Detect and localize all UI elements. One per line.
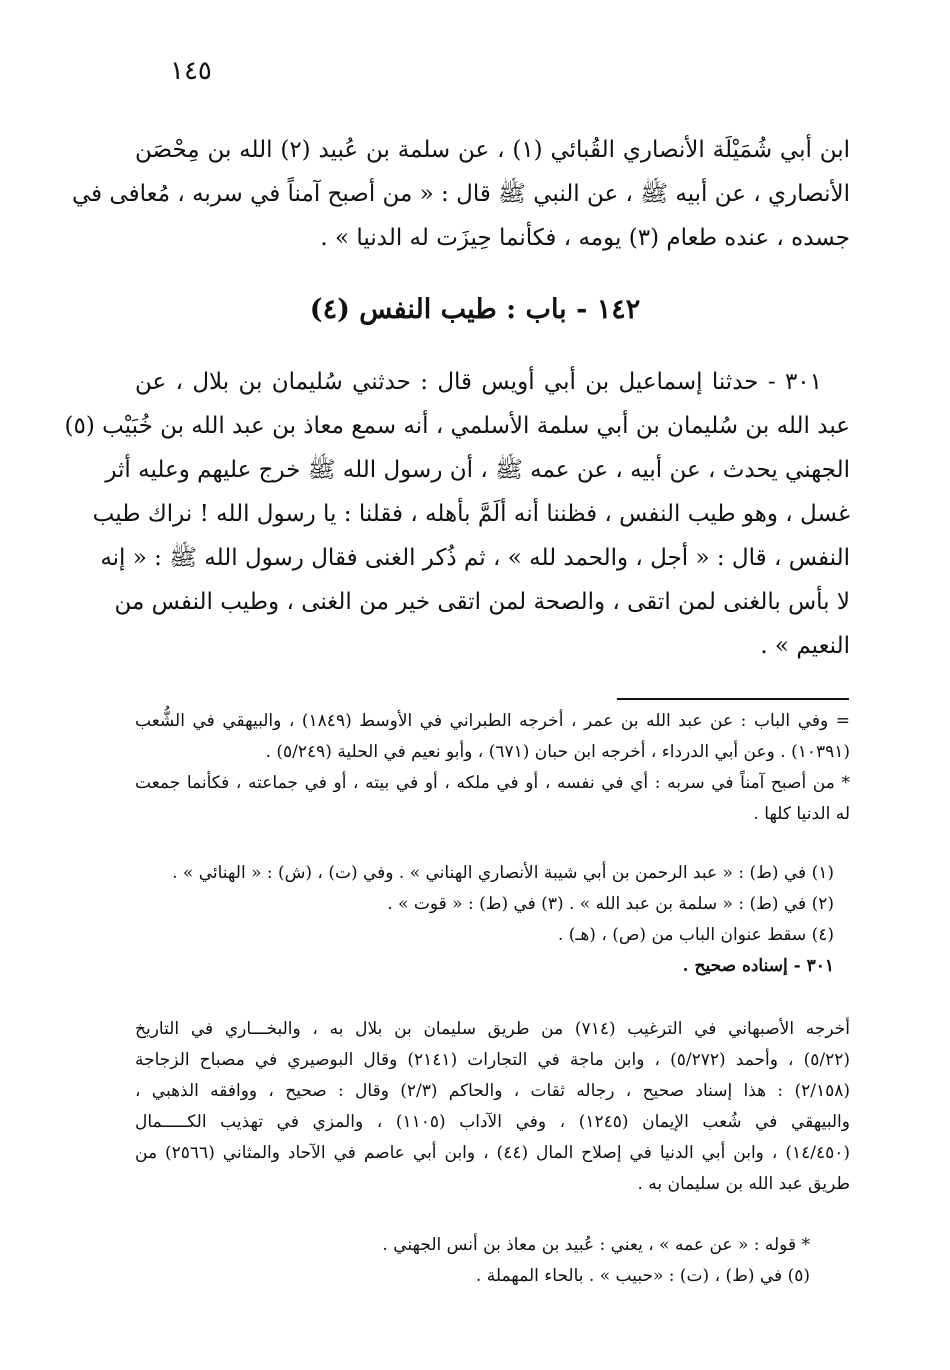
text-line: غسل ، وهو طيب النفس ، فظننا أنه ألَمَّ بأهله ، فقلنا : يا رسول الله ! نراك طيب <box>92 501 850 527</box>
hadith-paragraph-300-end <box>71 128 850 260</box>
text-line: الجهني يحدث ، عن أبيه ، عن عمه ﷺ ، أن رسول الله ﷺ خرج عليهم وعليه أثر <box>105 457 850 483</box>
footnote-line: * من أصبح آمناً في سربه : أي في نفسه ، أو في ملكه ، أو في بيته ، أو في جماعته ، فكأنما جمعت <box>135 773 850 793</box>
variant-footnotes <box>135 858 850 982</box>
text-line: النعيم » . <box>760 633 850 659</box>
footnote-star: * قوله : « عن عمه » ، يعني : عُبيد بن معاذ بن أنس الجهني . <box>382 1235 810 1255</box>
bottom-footnotes <box>250 1230 810 1292</box>
takhrij-line: والبيهقي في شُعب الإيمان (١٢٤٥) ، وفي الآداب (١١٠٥) ، والمزي في تهذيب الكـــــمال <box>135 1112 850 1132</box>
text-line: ابن أبي شُمَيْلَة الأنصاري القُبائي (١) ، عن سلمة بن عُبيد (٢) الله بن مِحْصَن <box>135 137 850 163</box>
footnote-5: (٥) في (ط) ، (ت) : «حبيب » . بالحاء المهملة . <box>475 1266 810 1286</box>
takhrij-heading: ٣٠١ - إسناده صحيح . <box>682 956 834 976</box>
footnote-4: (٤) سقط عنوان الباب من (ص) ، (هـ) . <box>557 925 834 945</box>
chapter-heading: ١٤٢ - باب : طيب النفس (٤) <box>309 294 641 325</box>
footnote-2: (٢) في (ط) : « سلمة بن عبد الله » . <box>569 894 834 914</box>
takhrij-line: طريق عبد الله بن سليمان به . <box>637 1174 850 1194</box>
footnote-line: = وفي الباب : عن عبد الله بن عمر ، أخرجه الطبراني في الأوسط (١٨٤٩) ، والبيهقي في الشُّعب <box>135 711 850 731</box>
text-line: ٣٠١ - حدثنا إسماعيل بن أبي أويس قال : حدثني سُليمان بن بلال ، عن <box>135 369 822 395</box>
text-line: جسده ، عنده طعام (٣) يومه ، فكأنما حِيزَت له الدنيا » . <box>320 225 850 251</box>
takhrij-line: (١٤/٤٥٠) ، وابن أبي الدنيا في إصلاح المال (٤٤) ، وابن أبي عاصم في الآحاد والمثاني (٢٥٦٦) من <box>135 1143 850 1163</box>
text-line: النفس ، قال : « أجل ، والحمد لله » ، ثم ذُكر الغنى فقال رسول الله ﷺ : « إنه <box>100 545 850 571</box>
footnotes-continued <box>135 706 850 830</box>
page-number: ١٤٥ <box>170 56 212 86</box>
takhrij-paragraph <box>135 1014 850 1200</box>
footnote-3: (٣) في (ط) : « قوت » . <box>387 894 564 914</box>
text-line: الأنصاري ، عن أبيه ﷺ ، عن النبي ﷺ قال : « من أصبح آمناً في سربه ، مُعافى في <box>71 181 850 207</box>
footnote-line: له الدنيا كلها . <box>753 804 850 824</box>
footnote-row-2-3 <box>135 889 850 920</box>
footnote-1: (١) في (ط) : « عبد الرحمن بن أبي شيبة الأنصاري الهناني » . وفي (ت) ، (ش) : « الهنائي » . <box>172 863 834 883</box>
hadith-paragraph-301 <box>64 360 850 668</box>
text-line: لا بأس بالغنى لمن اتقى ، والصحة لمن اتقى خير من الغنى ، وطيب النفس من <box>114 589 850 615</box>
takhrij-line: (٥/٢٢) ، وأحمد (٥/٢٧٢) ، وابن ماجة في التجارات (٢١٤١) وقال البوصيري في مصباح الزجاجة <box>135 1050 851 1070</box>
takhrij-line: أخرجه الأصبهاني في الترغيب (٧١٤) من طريق سليمان بن بلال به ، والبخـــاري في التاريخ <box>135 1019 850 1039</box>
text-line: عبد الله بن سُليمان بن أبي سلمة الأسلمي ، أنه سمع معاذ بن عبد الله بن خُبَيْب (٥) <box>64 413 850 439</box>
takhrij-line: (٢/١٥٨) : هذا إسناد صحيح ، رجاله ثقات ، والحاكم (٢/٣) وقال : صحيح ، ووافقه الذهبي ، <box>135 1081 850 1101</box>
footnote-line: (١٠٣٩١) . وعن أبي الدرداء ، أخرجه ابن حبان (٦٧١) ، وأبو نعيم في الحلية (٥/٢٤٩) . <box>265 742 850 762</box>
footnote-divider <box>617 698 849 700</box>
